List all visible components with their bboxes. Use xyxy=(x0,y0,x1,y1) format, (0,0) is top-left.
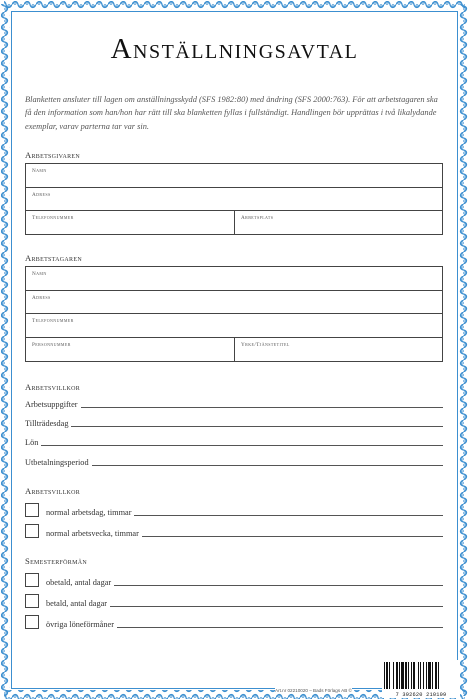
fill-rule xyxy=(25,426,443,427)
conditions-heading: Arbetsvillkor xyxy=(25,382,81,392)
conditions-line-label: Arbetsuppgifter xyxy=(25,400,81,409)
employer-name-label: Namn xyxy=(32,168,47,174)
barcode-number: 7 392620 210109 xyxy=(395,692,447,698)
employer-box xyxy=(25,163,443,235)
conditions-line-start-date[interactable] xyxy=(25,415,443,429)
employer-address-label: Adress xyxy=(32,191,51,198)
employee-phone-label: Telefonnummer xyxy=(32,318,74,324)
employer-workplace-label: Arbetsplats xyxy=(241,215,274,221)
employee-name-field[interactable] xyxy=(26,267,442,291)
barcode-bars xyxy=(384,662,458,689)
vacation-heading: Semesterförmån xyxy=(25,556,87,566)
fill-rule xyxy=(25,407,443,408)
employer-name-field[interactable] xyxy=(26,164,442,188)
employer-workplace-field[interactable] xyxy=(234,211,442,235)
hours-item-label: normal arbetsvecka, timmar xyxy=(46,529,142,538)
vacation-item-other xyxy=(25,615,443,631)
employee-address-label: Adress xyxy=(32,294,51,301)
checkbox[interactable] xyxy=(25,573,39,587)
employee-name-label: Namn xyxy=(32,271,47,277)
employer-phone-field[interactable] xyxy=(26,211,234,235)
employee-address-field[interactable] xyxy=(26,291,442,315)
employer-heading: Arbetsgivaren xyxy=(25,150,81,160)
employee-personal-number-field[interactable] xyxy=(26,338,234,362)
conditions-line-pay-period[interactable] xyxy=(25,454,443,468)
hours-heading: Arbetsvillkor xyxy=(25,486,81,496)
fill-rule xyxy=(25,445,443,446)
conditions-line-label: Utbetalningsperiod xyxy=(25,458,92,467)
hours-item-day xyxy=(25,503,443,519)
employee-title-field[interactable] xyxy=(234,338,442,362)
hours-item-label: normal arbetsdag, timmar xyxy=(46,508,134,517)
employer-address-field[interactable] xyxy=(26,188,442,212)
employee-title-label: Yrke/Tjänstetitel xyxy=(241,341,290,348)
vacation-item-paid xyxy=(25,594,443,610)
intro-text: Blanketten ansluter till lagen om anställningsskydd (SFS 1982:80) med ändring (SFS 2000:763). För att arbetstagaren ska få den information som han/hon har rätt till ska blanketten fyllas i fullständigt. Handlingen bör upprättas i två likalydande exemplar, varav parterna tar var sin. xyxy=(25,95,438,131)
checkbox[interactable] xyxy=(25,524,39,538)
document-title: Anställningsavtal xyxy=(110,33,359,65)
employee-heading: Arbetstagaren xyxy=(25,253,82,263)
conditions-line-tasks[interactable] xyxy=(25,396,443,410)
barcode xyxy=(382,660,460,698)
article-number: Art.nr 02210020 – Bads Förlags AB © xyxy=(275,688,352,693)
employer-phone-label: Telefonnummer xyxy=(32,215,74,221)
vacation-item-unpaid xyxy=(25,573,443,589)
conditions-line-label: Tillträdesdag xyxy=(25,419,71,428)
checkbox[interactable] xyxy=(25,615,39,629)
conditions-line-salary[interactable] xyxy=(25,434,443,448)
conditions-line-label: Lön xyxy=(25,438,41,447)
hours-item-week xyxy=(25,524,443,540)
employee-box xyxy=(25,266,443,362)
employee-personal-number-label: Personnummer xyxy=(32,341,71,348)
employee-phone-field[interactable] xyxy=(26,314,442,338)
vacation-item-label: övriga löneförmåner xyxy=(46,620,117,629)
checkbox[interactable] xyxy=(25,503,39,517)
vacation-item-label: obetald, antal dagar xyxy=(46,578,114,587)
checkbox[interactable] xyxy=(25,594,39,608)
vacation-item-label: betald, antal dagar xyxy=(46,599,110,608)
